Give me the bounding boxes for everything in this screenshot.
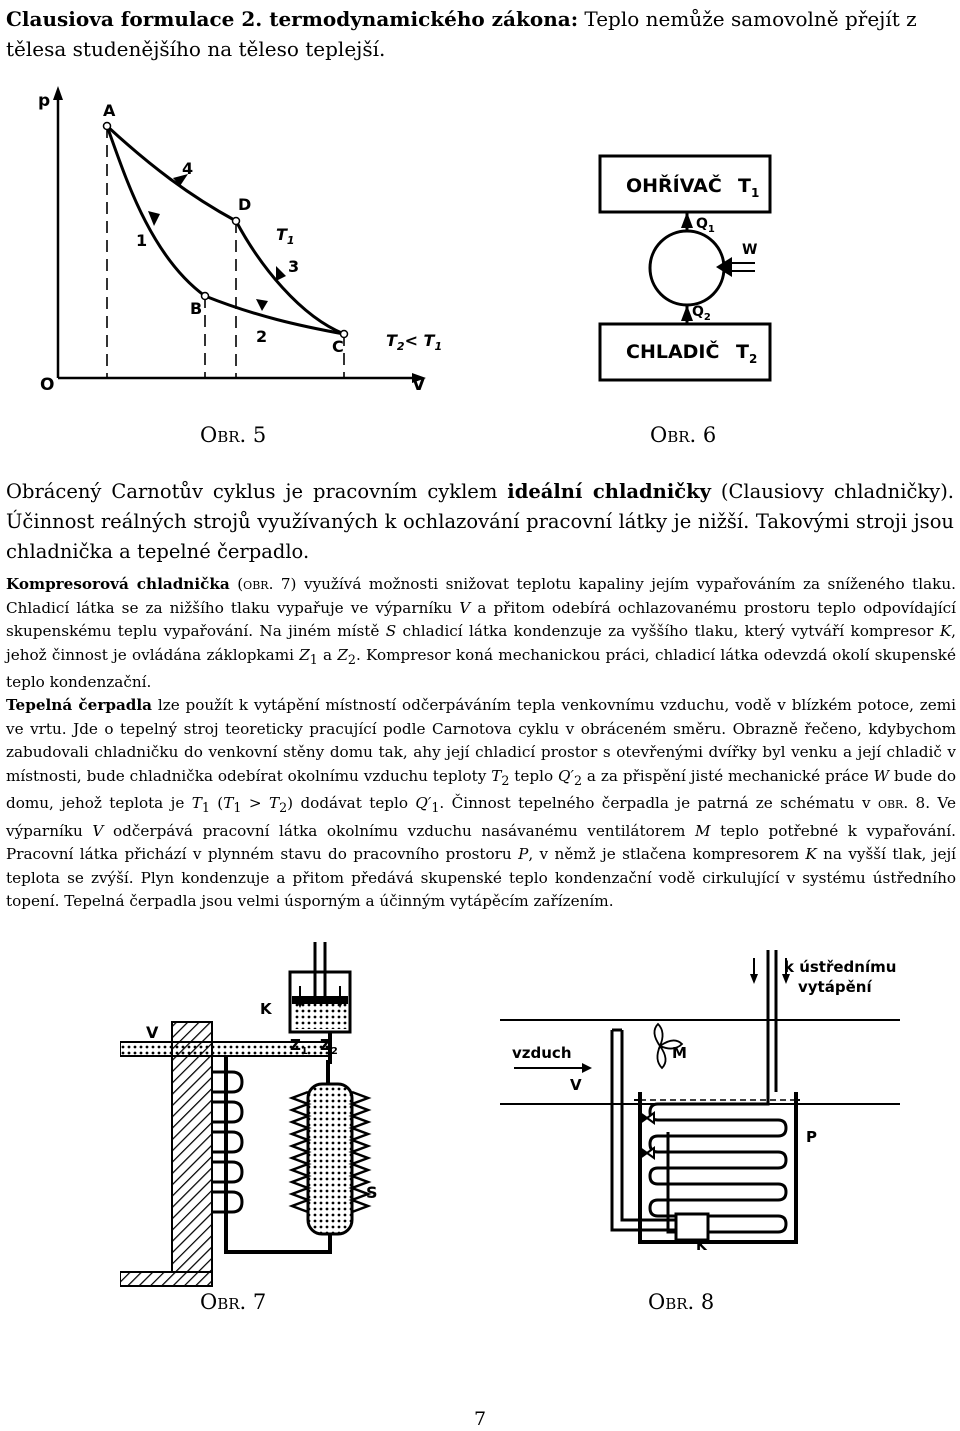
label-z2: $Z_2$ bbox=[320, 1036, 338, 1057]
label-heating-2: vytápění bbox=[798, 978, 872, 996]
label-1: 1 bbox=[136, 231, 148, 250]
paragraph-carnot: Obrácený Carnotův cyklus je pracovním cyklem ideální chladničky (Clausiovy chladničky). Účinnost reálných strojů využívaných k ochlazování pracovní látky je nižší. Takovými stroji jsou chladnička a tepelné čerpadlo. bbox=[6, 480, 954, 563]
cooler-label: CHLADIČ bbox=[626, 341, 720, 363]
label-m: M bbox=[672, 1044, 687, 1062]
label-heating-1: k ústřednímu bbox=[784, 958, 897, 976]
label-k: K bbox=[260, 1000, 272, 1018]
label-d: D bbox=[238, 195, 252, 214]
label-b: B bbox=[190, 299, 203, 318]
label-k: K bbox=[696, 1238, 707, 1254]
label-s: S bbox=[366, 1183, 378, 1202]
label-4: 4 bbox=[182, 159, 194, 178]
engine-circle bbox=[650, 231, 724, 305]
figure-7-compressor-fridge bbox=[120, 942, 460, 1287]
figure-5-pv-diagram bbox=[30, 86, 450, 396]
label-3: 3 bbox=[288, 257, 300, 276]
label-z1: $Z_1$ bbox=[290, 1036, 308, 1057]
paragraph-heat-pump: Tepelná čerpadla lze použít k vytápění místností odčerpáváním tepla venkovnímu vzduchu, vodě v blízkém potoce, zemi ve vrtu. Jde o tepelný stroj teoreticky pracující podle Carnotova cyklu v obráceném směru. Obrazně řečeno, kdybychom zabudovali chladničku do venkovní stěny domu tak, ahy její chladicí prostor s otevřenými dvířky byl venku a její chladič v místnosti, bude chladnička odebírat okolnímu vzduchu teploty $T_2$ teplo $Q'_2$ a za přispění jisté mechanické práce W bude do domu, jehož teplota je $T_1$ $(T_1 > T_2)$ dodávat teplo $Q'_1$. Činnost tepelného čerpadla je patrná ze schématu v obr. 8. Ve výparníku V odčerpává pracovní látka okolnímu vzduchu nasávanému ventilátorem M teplo potřebné k vypařování. Pracovní látka přichází v plynném stavu do pracovního prostoru P, v němž je stlačena kompresorem K na vyšší tlak, její teplota se zvýší. Plyn kondenzuje a přitom předává skupenské teplo kondenzační vodě cirkulující v systému ústředního topení. Tepelná čerpadla jsou velmi úsporným a účinným vytápěcím zařízením. bbox=[6, 696, 957, 911]
label-q1: $Q_1$ bbox=[696, 216, 715, 235]
caption-fig8: Obr. 8 bbox=[648, 1290, 715, 1314]
label-c: C bbox=[332, 337, 344, 356]
page-number: 7 bbox=[473, 1408, 487, 1430]
caption-fig5: Obr. 5 bbox=[200, 423, 267, 447]
paragraph-fridge: Kompresorová chladnička (obr. 7) využívá možnosti snižovat teplotu kapaliny jejím vypařováním za sníženého tlaku. Chladicí látka se za nižšího tlaku vypařuje ve výparníku V a přitom odebírá ochlazovanému prostoru teplo odpovídající skupenskému teplu vypařování. Na jiném místě S chladicí látka kondenzuje za vyššího tlaku, který vytváří kompresor K, jehož činnost je ovládána záklopkami $Z_1$ a $Z_2$. Kompresor koná mechanickou práci, chladicí látka odevzdá okolí skupenské teplo kondenzační. bbox=[6, 575, 956, 692]
label-origin: O bbox=[40, 375, 55, 395]
label-p: P bbox=[806, 1128, 817, 1146]
heading-rest: Teplo nemůže samovolně přejít z tělesa studenějšího na těleso teplejší. bbox=[6, 7, 917, 61]
label-air: vzduch bbox=[512, 1044, 572, 1062]
caption-fig6: Obr. 6 bbox=[650, 423, 717, 447]
label-2: 2 bbox=[256, 327, 268, 346]
label-p: p bbox=[38, 91, 51, 111]
heading-bold: Clausiova formulace 2. termodynamického zákona: bbox=[6, 7, 579, 31]
label-q2: $Q_2$ bbox=[692, 304, 711, 323]
label-v: V bbox=[570, 1076, 582, 1094]
label-v: V bbox=[146, 1023, 159, 1042]
label-t1: $T_1$ bbox=[276, 225, 295, 247]
caption-fig7: Obr. 7 bbox=[200, 1290, 267, 1314]
label-v: V bbox=[412, 375, 426, 395]
cooler-temp: $T_2$ bbox=[736, 341, 758, 366]
heater-label: OHŘÍVAČ bbox=[626, 175, 722, 197]
figure-8-heat-pump bbox=[500, 950, 900, 1280]
figure-6-heat-pump-schematic bbox=[590, 150, 780, 386]
label-t2-rel: $T_2< T_1$ bbox=[386, 331, 443, 353]
label-w: W bbox=[742, 242, 758, 258]
label-a: A bbox=[103, 101, 116, 120]
heater-temp: $T_1$ bbox=[738, 175, 760, 200]
page-heading bbox=[6, 4, 954, 64]
